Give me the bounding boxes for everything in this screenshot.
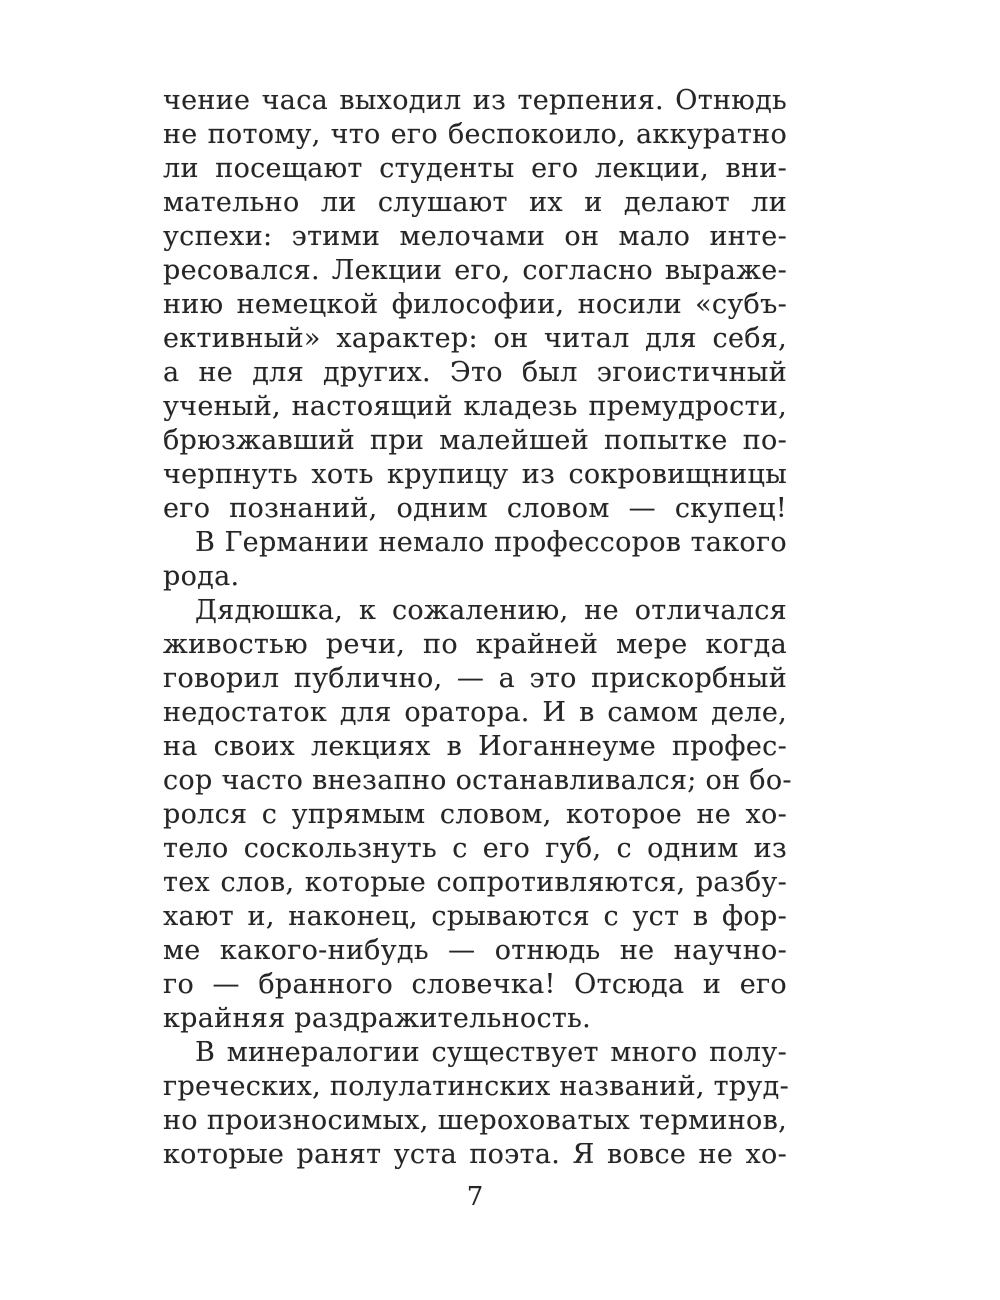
text-line: тех слов, которые сопротивляются, разбу- [163,867,787,898]
text-line: брюзжавший при малейшей попытке по- [163,425,787,456]
text-line: но произносимых, шероховатых терминов, [163,1105,787,1136]
text-line: ученый, настоящий кладезь премудрости, [163,391,787,422]
text-line: которые ранят уста поэта. Я вовсе не хо- [163,1139,787,1170]
text-line: ли посещают студенты его лекции, вни- [163,153,787,184]
text-line: ективный» характер: он читал для себя, [163,323,787,354]
paragraph-start-line: В минералогии существует много полу- [195,1037,787,1068]
text-line: ме какого-нибудь — отнюдь не научно- [163,935,787,966]
text-line: не потому, что его беспокоило, аккуратно [163,119,787,150]
body-text [163,84,792,1172]
paragraph-end-line: рода. [163,561,240,592]
text-line: нию немецкой философии, носили «субъ- [163,289,787,320]
text-line: греческих, полулатинских названий, труд- [163,1071,790,1102]
page-number: 7 [466,1182,484,1212]
text-line: его познаний, одним словом — скупец! [163,493,787,524]
text-line: чение часа выходил из терпения. Отнюдь [163,85,787,116]
text-line: ресовался. Лекции его, согласно выраже- [163,255,787,286]
text-line: тело соскользнуть с его губ, с одним из [163,833,787,864]
text-line: недостаток для оратора. И в самом деле, [163,697,787,728]
text-line: а не для других. Это был эгоистичный [163,357,787,388]
text-line: черпнуть хоть крупицу из сокровищницы [163,459,787,490]
paragraph-start-line: В Германии немало профессоров такого [195,527,787,558]
text-line: успехи: этими мелочами он мало инте- [163,221,787,252]
text-line: сор часто внезапно останавливался; он бо- [163,765,792,796]
text-line: го — бранного словечка! Отсюда и его [163,969,787,1000]
text-line: говорил публично, — а это прискорбный [163,663,787,694]
text-line: живостью речи, по крайней мере когда [163,629,787,660]
paragraph-start-line: Дядюшка, к сожалению, не отличался [195,595,787,626]
text-line: на своих лекциях в Иоганнеуме профес- [163,731,787,762]
text-line: хают и, наконец, срываются с уст в фор- [163,901,787,932]
text-line: ролся с упрямым словом, которое не хо- [163,799,787,830]
text-line: мательно ли слушают их и делают ли [163,187,787,218]
paragraph-end-line: крайняя раздражительность. [163,1003,592,1034]
